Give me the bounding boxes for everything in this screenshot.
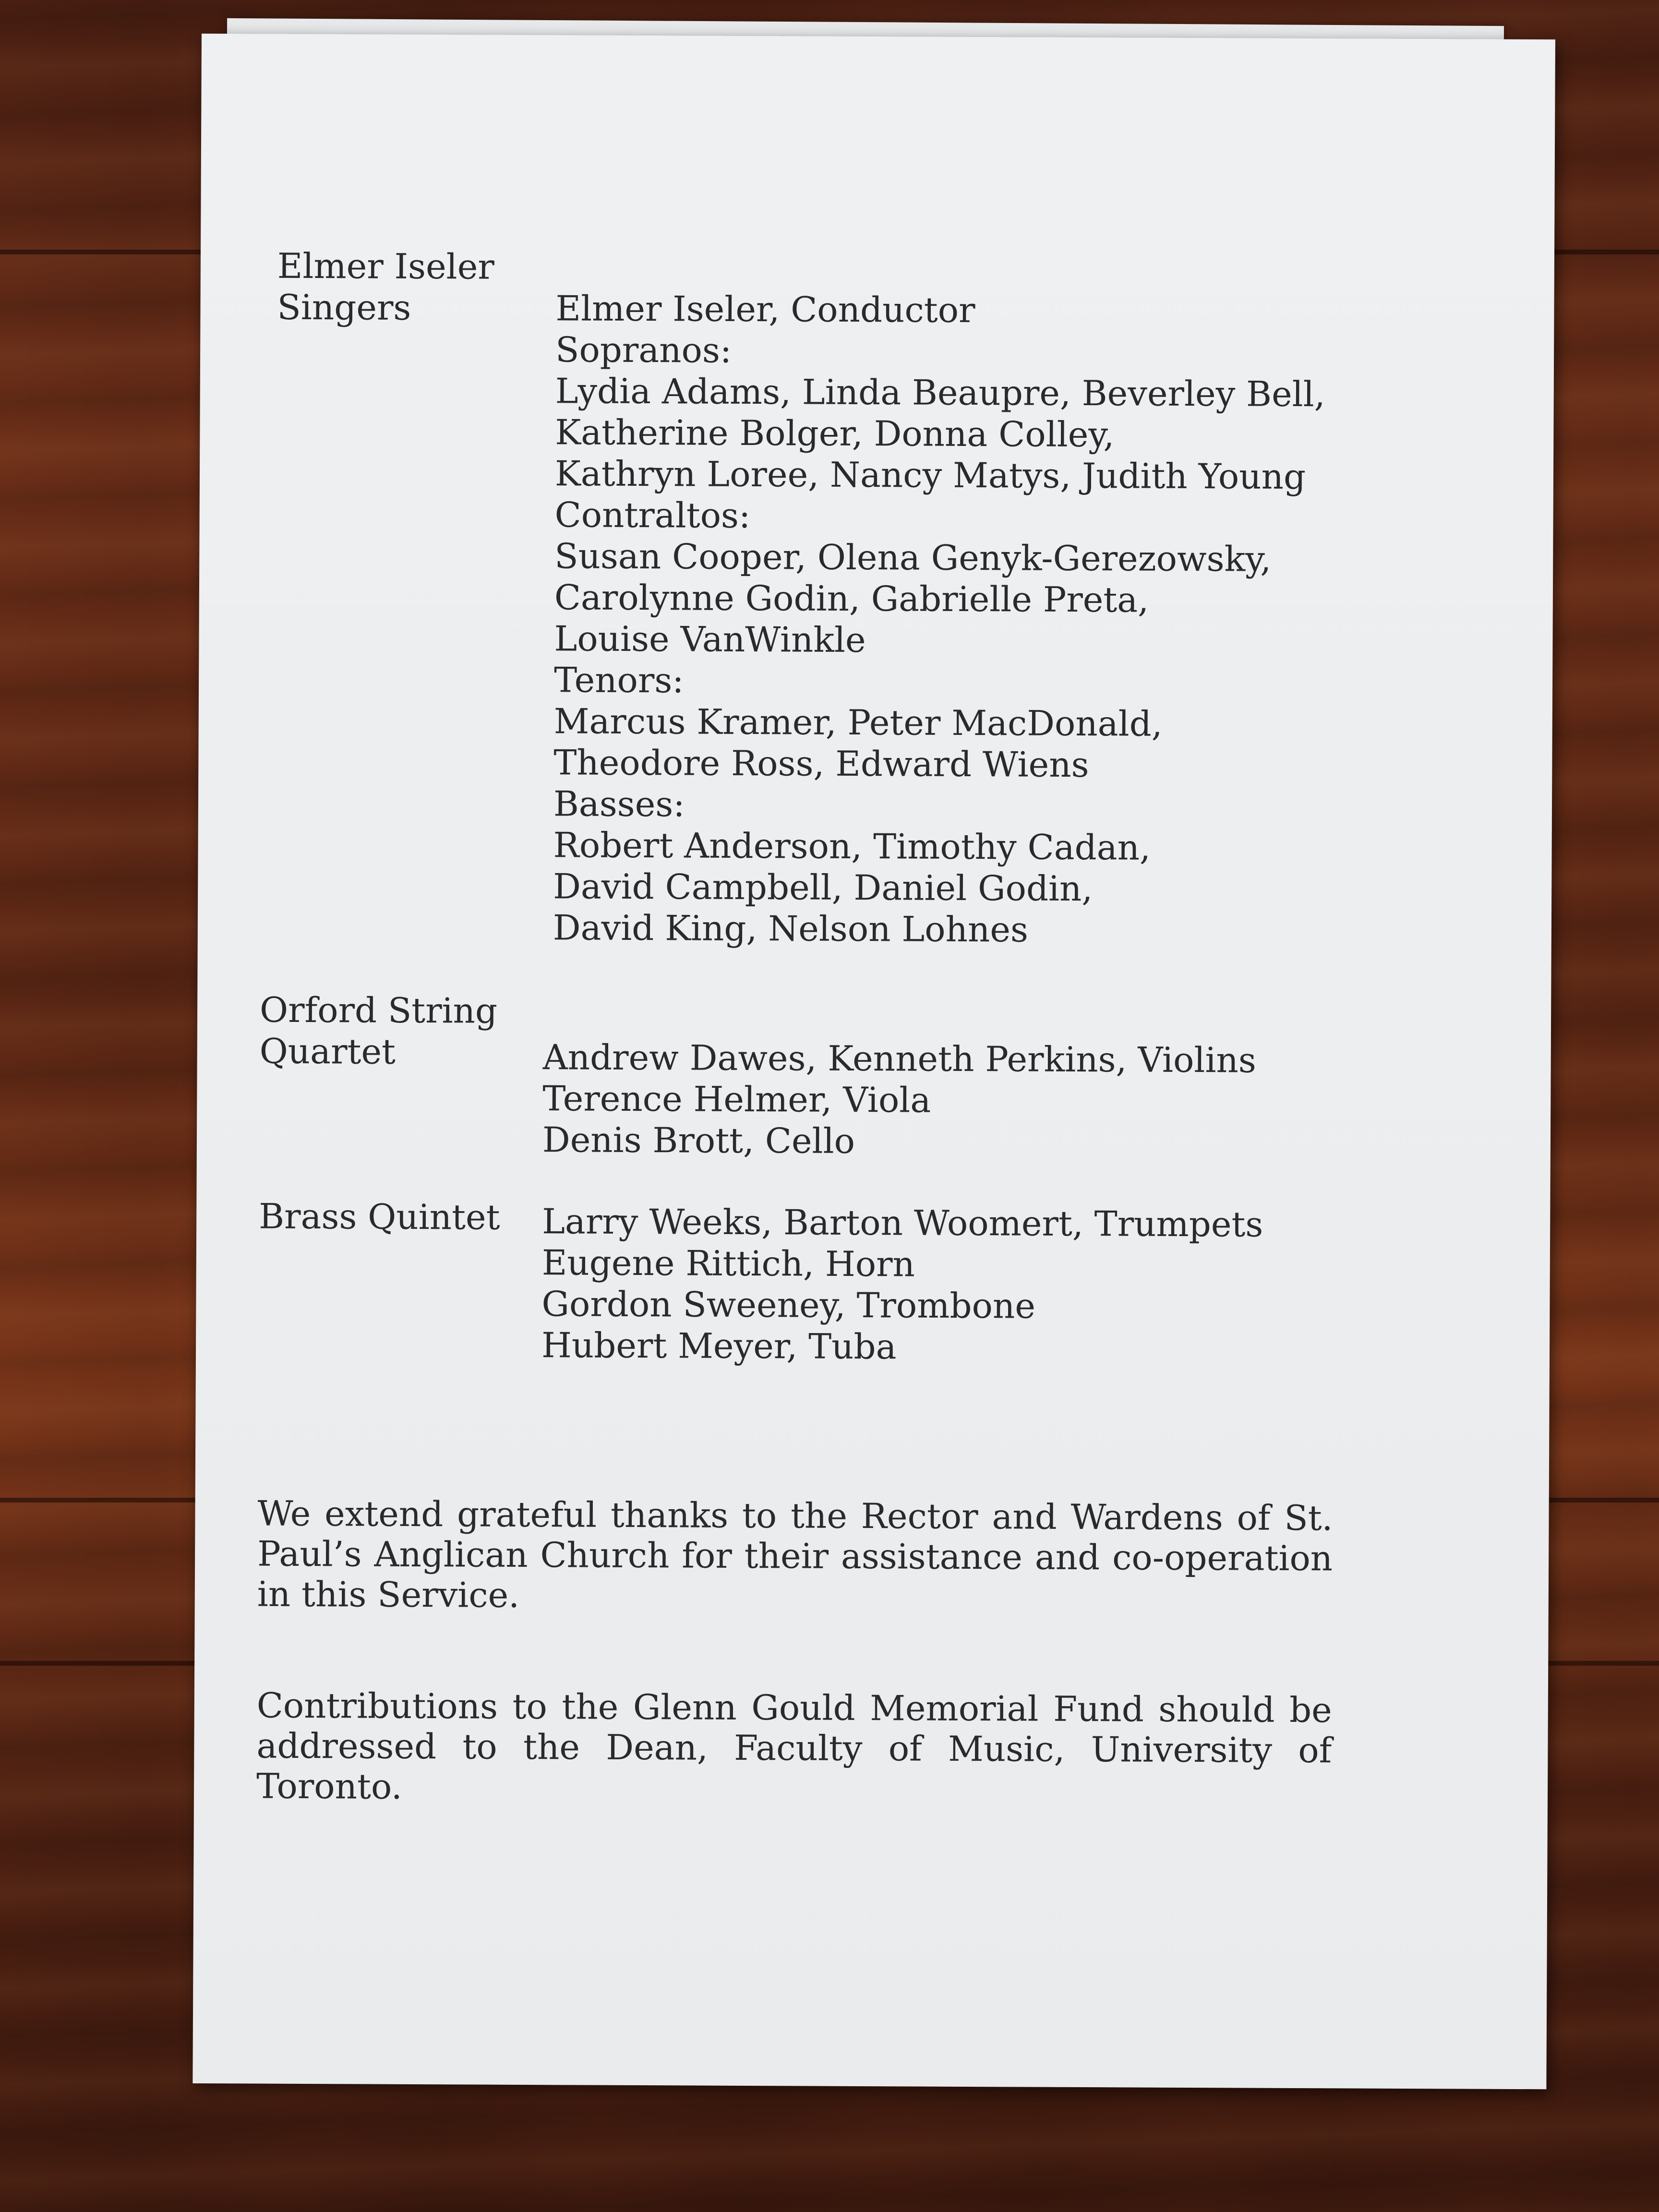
names-line: David Campbell, Daniel Godin, — [553, 866, 1093, 909]
voice-heading-basses: Basses: — [553, 783, 685, 825]
ensemble-label — [259, 1196, 528, 1238]
names-line: Susan Cooper, Olena Genyk-Gerezowsky, — [554, 536, 1272, 579]
voice-heading-tenors: Tenors: — [553, 660, 684, 701]
names-line: Andrew Dawes, Kenneth Perkins, Violins — [542, 1037, 1256, 1081]
member-list — [553, 288, 1497, 952]
names-line: Carolynne Godin, Gabrielle Preta, — [554, 577, 1149, 620]
names-line: Denis Brott, Cello — [542, 1119, 855, 1161]
ensemble-label — [260, 989, 529, 1073]
ensemble-label-line: Orford String — [259, 989, 498, 1031]
names-line: Katherine Bolger, Donna Colley, — [555, 412, 1115, 455]
member-list — [541, 1201, 1483, 1370]
program-page — [192, 34, 1555, 2089]
ensemble-label-line: Brass Quintet — [259, 1196, 500, 1238]
names-line: Marcus Kramer, Peter MacDonald, — [553, 701, 1163, 744]
section-orford-string-quartet — [259, 989, 1489, 1167]
names-line: Kathryn Loree, Nancy Matys, Judith Young — [554, 453, 1306, 497]
ensemble-label-line: Quartet — [259, 1031, 396, 1072]
section-brass-quintet — [258, 1196, 1488, 1383]
member-list — [542, 1036, 1484, 1165]
names-line: Gordon Sweeney, Trombone — [541, 1284, 1036, 1326]
contributions-paragraph: Contributions to the Glenn Gould Memorial Fund should be addressed to the Dean, Faculty of Music, University of Toronto. — [256, 1685, 1332, 1807]
names-line: Theodore Ross, Edward Wiens — [553, 742, 1089, 785]
names-line: David King, Nelson Lohnes — [553, 907, 1029, 950]
names-line: Robert Anderson, Timothy Cadan, — [553, 825, 1151, 868]
names-line: Eugene Rittich, Horn — [541, 1242, 915, 1285]
names-line: Lydia Adams, Linda Beaupre, Beverley Bell, — [555, 371, 1325, 415]
voice-heading-sopranos: Sopranos: — [555, 329, 732, 371]
names-line: Terence Helmer, Viola — [542, 1078, 931, 1120]
thanks-paragraph: We extend grateful thanks to the Rector and Wardens of St. Paul’s Anglican Church for their assistance and co-operation in this Service. — [257, 1493, 1333, 1615]
ensemble-label-line: Elmer Iseler — [277, 245, 494, 287]
names-line: Louise VanWinkle — [554, 618, 866, 661]
names-line: Larry Weeks, Barton Woomert, Trumpets — [542, 1201, 1263, 1245]
conductor-line: Elmer Iseler, Conductor — [555, 288, 975, 331]
section-elmer-iseler-singers — [260, 245, 1492, 999]
voice-heading-contraltos: Contraltos: — [554, 494, 751, 536]
ensemble-label-line: Singers — [277, 287, 411, 328]
names-line: Hubert Meyer, Tuba — [541, 1325, 897, 1367]
ensemble-label — [277, 245, 546, 329]
